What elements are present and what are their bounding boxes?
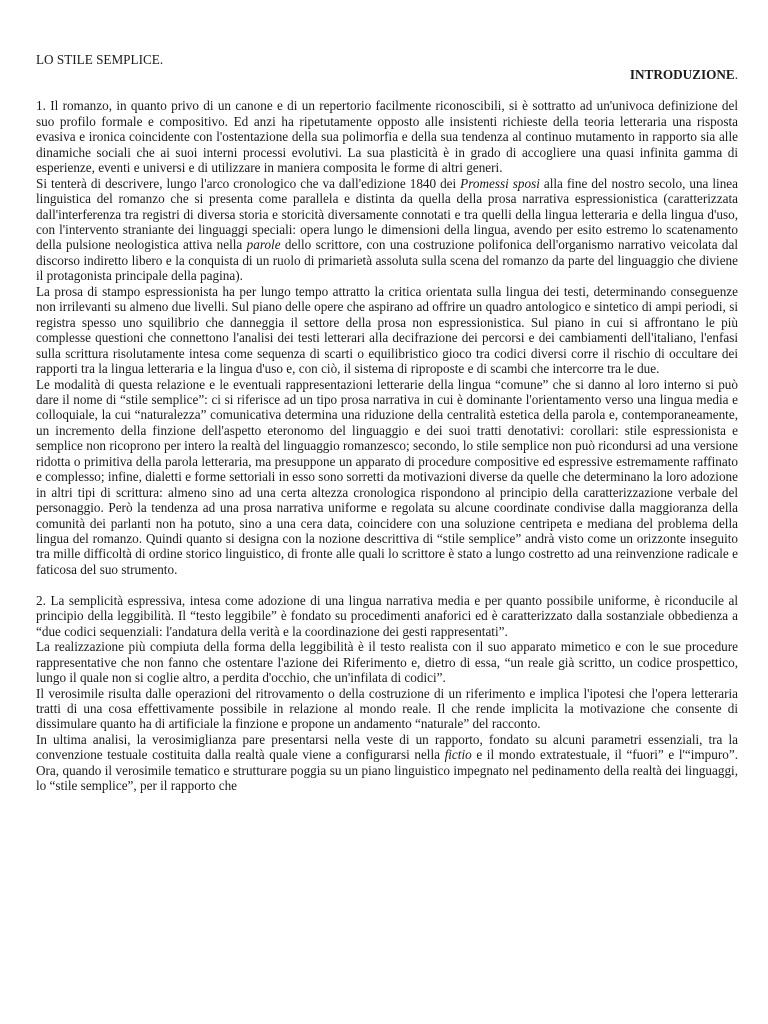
paragraph: [36, 98, 738, 175]
paragraph-text: La prosa di stampo espressionista ha per lungo tempo attratto la critica orientata sulla lingua dei testi, determinando conseguenze non irrilevanti su almeno due livelli. Sul piano delle opere che aspirano ad offrire un quadro antologico e sintetico di ampi periodi, si registra spesso uno squilibrio che danneggia il settore della prosa non espressionistica. Sul piano in cui si affrontano le più complesse questioni che connettono l'analisi dei testi letterari alla decifrazione dei percorsi e dei cambiamenti dell'italiano, l'enfasi sulla scrittura risolutamente intesa come sequenza di scarti o equilibristico gioco tra codici diversi corre il rischio di occultare dei rapporti tra la lingua letteraria e la lingua d'uso e, con ciò, il sistema di riproposte e di scambi che intercorre tra le due.: [36, 283, 738, 377]
paragraph: [36, 377, 738, 578]
paragraph: [36, 686, 738, 732]
paragraph-text: In ultima analisi, la verosimiglianza pare presentarsi nella veste di un rapporto, fondato su alcuni parametri essenziali, tra la convenzione testuale costituita dalla realtà quale viene a configurarsi nella: [36, 731, 738, 763]
paragraph: [36, 639, 738, 685]
section-heading-text: INTRODUZIONE: [629, 67, 735, 83]
spacer: [36, 83, 738, 98]
paragraph-text: Si tenterà di descrivere, lungo l'arco cronologico che va dall'edizione 1840 dei: [36, 175, 461, 191]
paragraph: [36, 284, 738, 377]
paragraph-text: alla fine del nostro secolo, una linea linguistica del romanzo che si presenta come parallela e distinta da quella della prosa narrativa espressionistica (caratterizzata dall'interferenza tra registri di diversa storia e storicità diversamente connotati e tra quelli della lingua letteraria e della lingua d'uso, con l'intervento straniante dei linguaggi speciali: opera lungo le dimensioni della lingua, avendo per esito estremo lo scatenamento della pulsione neologistica attiva nella: [36, 175, 738, 253]
paragraph: [36, 176, 738, 284]
paragraph-text: 1. Il romanzo, in quanto privo di un canone e di un repertorio facilmente riconoscibili, si è sottratto ad un'univoca definizione del suo profilo formale e compositivo. Ed anzi ha ripetutamente opposto alle insistenti richieste della teoria letteraria una risposta evasiva e ironica coincidente con l'ostentazione della sua polimorfia e della sua tendenza al continuo mutamento in rapporto sia alle dinamiche sociali che ai suoi interni processi evolutivi. La sua plasticità è in grado di accogliere una quasi infinita gamma di esperienze, eventi e universi e di utilizzare in maniera composita le forme di altri generi.: [36, 98, 738, 176]
italic-text: fictio: [444, 747, 472, 763]
section-break: [36, 577, 738, 592]
italic-text: Promessi sposi: [460, 175, 540, 191]
paragraph: [36, 732, 738, 794]
italic-text: parole: [246, 237, 281, 253]
paragraph-text: 2. La semplicità espressiva, intesa come adozione di una lingua narrativa media e per quanto possibile uniforme, è riconducile al principio della leggibilità. Il “testo leggibile” è fondato su procedimenti anaforici ed è caratterizzato dalla sostanziale obbedienza a “due codici sequenziali: l'andatura della verità e la coordinazione dei gesti rappresentati”.: [36, 592, 738, 639]
paragraph-text: Il verosimile risulta dalle operazioni del ritrovamento o della costruzione di un riferimento e implica l'ipotesi che l'opera letteraria tratti di una cosa effettivamente possibile in relazione al mondo reale. Il che rende implicita la motivazione che consente di dissimulare quanto ha di artificiale la finzione e propone un andamento “naturale” del racconto.: [36, 685, 738, 732]
paragraph-text: Le modalità di questa relazione e le eventuali rappresentazioni letterarie della lingua “comune” che si danno al loro interno si può dare il nome di “stile semplice”: ci si riferisce ad un tipo prosa narrativa in cui è dominante l'orientamento verso una lingua media e colloquiale, la cui “naturalezza” comunicativa determina una riduzione della centralità estetica della parola e, contemporaneamente, un incremento della finzione dell'aspetto eteronomo del linguaggio e dei suoi tratti denotativi: corollari: stile espressionista e semplice non ricoprono per intero la realtà del linguaggio romanzesco; secondo, lo stile semplice non può ricondursi ad una versione ridotta o primitiva della parola letteraria, ma presuppone un apparato di procedure compositive ed espressive estremamente raffinato e complesso; infine, dialetti e forme settoriali in esso sono sorretti da motivazioni diverse da quelle che determinano la loro adozione in altri tipi di scrittura: almeno sino ad una certa altezza cronologica rispondono al principio della caratterizzazione verbale del personaggio. Però la tendenza ad una prosa narrativa uniforme e regolata su alcune coordinate condivise dalla maggioranza della comunità dei parlanti non ha potuto, sino a una cera data, coincidere con una soluzione centripeta e mediana del problema della lingua del romanzo. Quindi quanto si designa con la nozione descrittiva di “stile semplice” andrà visto come un orizzonte inseguito tra mille difficoltà di ordine storico linguistico, di fronte alle quali lo scrittore è stato a lungo costretto ad una reinvenzione radicale e faticosa del suo strumento.: [36, 376, 738, 577]
paragraph-text: e il mondo extratestuale, il “fuori” e l'“impuro”. Ora, quando il verosimile tematico e strutturare poggia su un piano linguistico impegnato nel pedinamento della realtà dei linguaggi, lo “stile semplice”, per il rapporto che: [36, 747, 738, 794]
paragraph-text: La realizzazione più compiuta della forma della leggibilità è il testo realista con il suo apparato mimetico e con le sue procedure rappresentative che non fanno che ostentare l'azione dei Riferimento e, dietro di essa, “un reale già scritto, un codice prospettico, lungo il quale non si coglie altro, a perdita d'occhio, che un'infilata di codici”.: [36, 639, 738, 686]
section-heading: [36, 67, 738, 82]
paragraph-text: dello scrittore, con una costruzione polifonica dell'organismo narrativo veicolata dal discorso indiretto libero e la conquista di un ruolo di primarietà assoluta sulla scena del romanzo da parte del linguaggio che diviene il protagonista principale della pagina).: [36, 237, 738, 284]
paragraph: [36, 593, 738, 639]
document-title: LO STILE SEMPLICE.: [36, 52, 164, 67]
section-heading-dot: .: [734, 67, 738, 83]
